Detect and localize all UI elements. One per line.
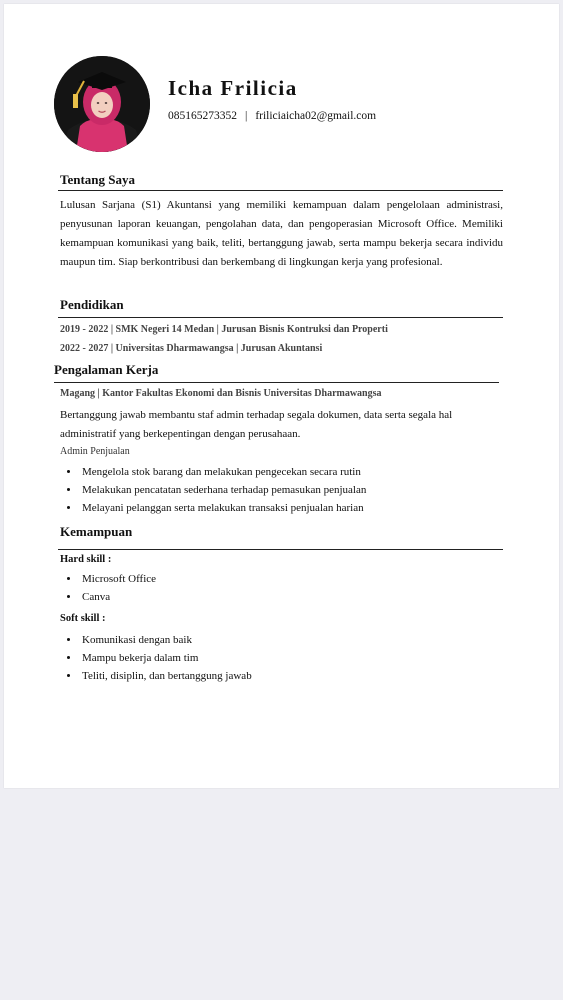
section-divider bbox=[54, 382, 499, 383]
hard-skill-label: Hard skill : bbox=[60, 554, 112, 565]
candidate-name: Icha Frilicia bbox=[168, 76, 298, 100]
contact-separator: | bbox=[245, 110, 248, 122]
section-title-education: Pendidikan bbox=[60, 297, 124, 312]
education-item: 2019 - 2022 | SMK Negeri 14 Medan | Jurusan Bisnis Kontruksi dan Properti bbox=[60, 324, 388, 335]
experience-description: Bertanggung jawab membantu staf admin terhadap segala dokumen, data serta segala hal administratif yang berkepentingan dengan perusahaan. bbox=[60, 409, 453, 440]
list-item: • Microsoft Office bbox=[80, 570, 156, 588]
section-divider bbox=[58, 549, 503, 550]
list-item: • Komunikasi dengan baik bbox=[80, 631, 252, 649]
section-title-about: Tentang Saya bbox=[60, 172, 136, 187]
phone-number: 085165273352 bbox=[168, 110, 237, 122]
section-divider bbox=[58, 190, 503, 191]
list-item: • Melakukan pencatatan sederhana terhadap pemasukan penjualan bbox=[80, 481, 366, 499]
experience-bullets bbox=[62, 463, 366, 517]
section-title-experience: Pengalaman Kerja bbox=[54, 362, 159, 377]
soft-skill-list bbox=[62, 631, 252, 685]
list-item: • Melayani pelanggan serta melakukan transaksi penjualan harian bbox=[80, 499, 366, 517]
experience-subrole: Admin Penjualan bbox=[60, 446, 130, 457]
list-item: • Teliti, disiplin, dan bertanggung jawab bbox=[80, 667, 252, 685]
email-address: friliciaicha02@gmail.com bbox=[255, 110, 377, 122]
section-divider bbox=[58, 317, 503, 318]
list-item: • Canva bbox=[80, 588, 156, 606]
list-item: • Mengelola stok barang dan melakukan pengecekan secara rutin bbox=[80, 463, 366, 481]
profile-photo bbox=[54, 56, 150, 152]
resume-page bbox=[4, 4, 559, 788]
about-text: Lulusan Sarjana (S1) Akuntansi yang memiliki kemampuan dalam pengelolaan administrasi, penyusunan laporan keuangan, pengolahan data, dan pengoperasian Microsoft Office. Memiliki kemampuan komunikasi yang baik, teliti, bertanggung jawab, serta mampu bekerja secara individu maupun tim. Siap berkontribusi dan berkembang di lingkungan kerja yang profesional. bbox=[60, 199, 503, 268]
experience-role: Magang | Kantor Fakultas Ekonomi dan Bisnis Universitas Dharmawangsa bbox=[60, 388, 382, 399]
hard-skill-list bbox=[62, 570, 156, 606]
contact-line bbox=[168, 110, 376, 122]
section-title-skills: Kemampuan bbox=[60, 524, 133, 539]
education-item: 2022 - 2027 | Universitas Dharmawangsa | Jurusan Akuntansi bbox=[60, 343, 323, 354]
list-item: • Mampu bekerja dalam tim bbox=[80, 649, 252, 667]
soft-skill-label: Soft skill : bbox=[60, 613, 106, 624]
